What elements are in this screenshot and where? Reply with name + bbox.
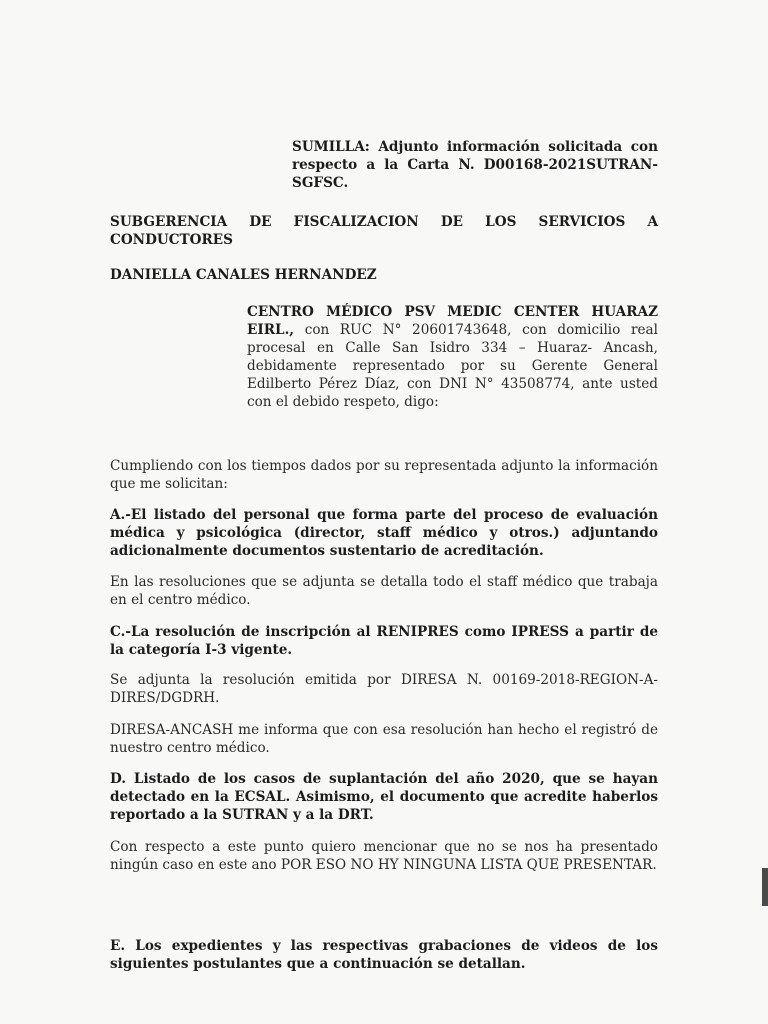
- addressee-name: DANIELLA CANALES HERNANDEZ: [110, 267, 377, 283]
- intro-body: con RUC N° 20601743648, con domicilio real procesal en Calle San Isidro 334 – Huaraz- Ancash, debidamente representado por su Gerente General Edilberto Pérez Díaz, con DNI N° 43508774, ante usted con el debido respeto, digo:: [247, 322, 658, 410]
- section-c-paragraph-2: DIRESA-ANCASH me informa que con esa resolución han hecho el registró de nuestro centro médico.: [110, 722, 658, 756]
- opening-paragraph: Cumpliendo con los tiempos dados por su representada adjunto la información que me solicitan:: [110, 458, 658, 492]
- section-a-heading: A.-El listado del personal que forma parte del proceso de evaluación médica y psicológica (director, staff médico y otros.) adjuntando adicionalmente documentos sustentario de acreditación.: [110, 507, 658, 559]
- section-d-paragraph: Con respecto a este punto quiero mencionar que no se nos ha presentado ningún caso en este ano POR ESO NO HY NINGUNA LISTA QUE PRESENTAR.: [110, 839, 658, 873]
- section-d-heading: D. Listado de los casos de suplantación del año 2020, que se hayan detectado en la ECSAL. Asimismo, el documento que acredite haberlos reportado a la SUTRAN y a la DRT.: [110, 771, 658, 823]
- intro-paragraph: [247, 303, 658, 411]
- section-c-heading: C.-La resolución de inscripción al RENIPRES como IPRESS a partir de la categoría I-3 vigente.: [110, 624, 658, 658]
- sumilla-label: SUMILLA:: [292, 139, 370, 155]
- sumilla-text: Adjunto información solicitada con respecto a la Carta N. D00168-2021SUTRAN-SGFSC.: [292, 139, 659, 191]
- scan-edge-mark: [762, 868, 768, 906]
- section-c-paragraph-1: Se adjunta la resolución emitida por DIRESA N. 00169-2018-REGION-A-DIRES/DGDRH.: [110, 672, 658, 706]
- addressee-office: SUBGERENCIA DE FISCALIZACION DE LOS SERVICIOS A CONDUCTORES: [110, 214, 658, 248]
- section-e-heading: E. Los expedientes y las respectivas grabaciones de videos de los siguientes postulantes que a continuación se detallan.: [110, 938, 658, 972]
- sumilla-block: [292, 138, 658, 192]
- section-a-paragraph: En las resoluciones que se adjunta se detalla todo el staff médico que trabaja en el centro médico.: [110, 574, 658, 608]
- company-name: CENTRO MÉDICO PSV MEDIC CENTER HUARAZ EIRL.,: [247, 304, 658, 338]
